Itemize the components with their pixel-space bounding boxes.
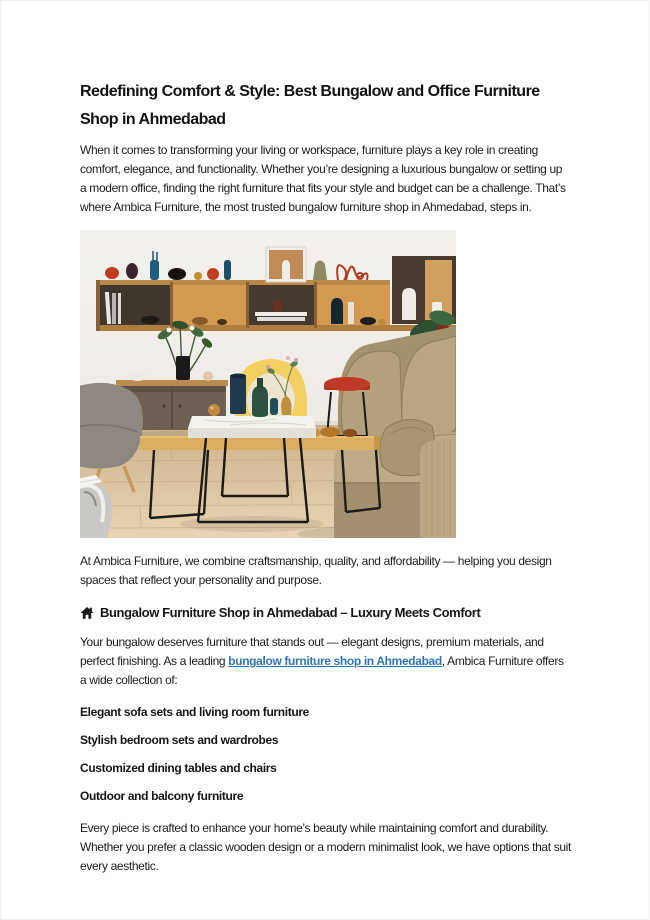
- section-heading-text: Bungalow Furniture Shop in Ahmedabad – Luxury Meets Comfort: [100, 605, 481, 620]
- offering-item-dining-tables: Customized dining tables and chairs: [80, 761, 277, 775]
- offering-item-outdoor: Outdoor and balcony furniture: [80, 789, 244, 803]
- document-content: [80, 78, 571, 889]
- value-paragraph: At Ambica Furniture, we combine craftsmanship, quality, and affordability — helping you design spaces that reflect your personality and purpose.: [80, 554, 552, 587]
- page-title: Redefining Comfort & Style: Best Bungalow and Office Furniture Shop in Ahmedabad: [80, 83, 540, 128]
- bungalow-furniture-shop-link[interactable]: bungalow furniture shop in Ahmedabad: [228, 654, 442, 668]
- collection-paragraph: [80, 633, 571, 690]
- collection-text-before: Your bungalow deserves furniture that stands out — elegant designs, premium materials, and perfect finishing. As a leading: [80, 635, 544, 668]
- closing-paragraph: Every piece is crafted to enhance your home’s beauty while maintaining comfort and durability. Whether you prefer a classic wooden design or a modern minimalist look, we have options that suit every aesthetic.: [80, 821, 571, 873]
- photo-frame: [266, 247, 306, 282]
- section-heading: [80, 603, 571, 623]
- offering-item-bedroom-sets: Stylish bedroom sets and wardrobes: [80, 733, 279, 747]
- collection-text-after: , Ambica Furniture offers a wide collection of:: [80, 654, 564, 687]
- offering-item-sofa-sets: Elegant sofa sets and living room furniture: [80, 705, 309, 719]
- home-icon: [80, 606, 94, 620]
- intro-paragraph: When it comes to transforming your living or workspace, furniture plays a key role in creating comfort, elegance, and functionality. Whether you’re designing a luxurious bungalow or setting up a modern office, finding the right furniture that fits your style and budget can be a challenge. That’s where Ambica Furniture, the most trusted bungalow furniture shop in Ahmedabad, steps in.: [80, 143, 566, 214]
- hero-image: [80, 230, 456, 538]
